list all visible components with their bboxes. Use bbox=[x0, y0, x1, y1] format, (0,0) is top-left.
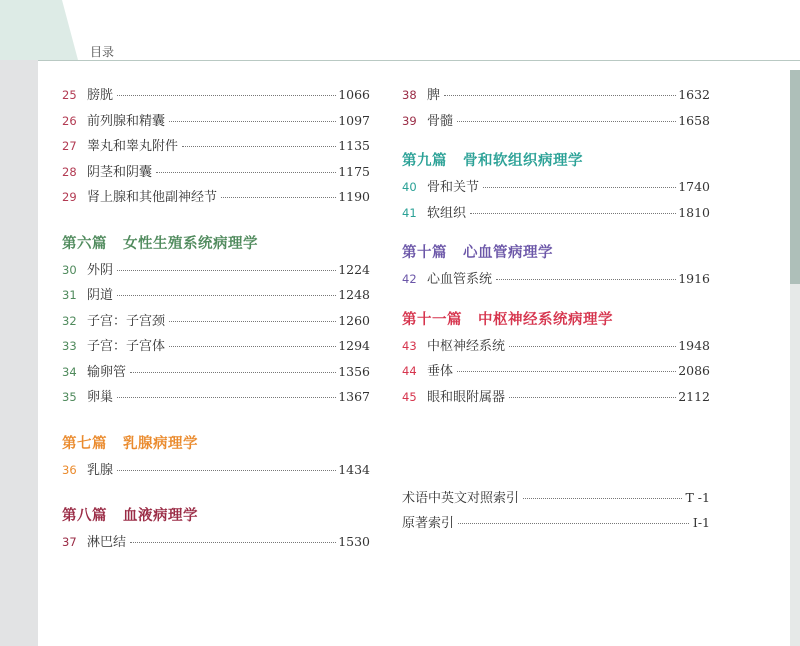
chapter-number: 39 bbox=[402, 113, 417, 128]
page-number: T -1 bbox=[685, 490, 710, 505]
toc-entry[interactable] bbox=[62, 110, 370, 136]
dot-leader bbox=[483, 187, 676, 188]
toc-right-column bbox=[402, 84, 710, 537]
dot-leader bbox=[509, 346, 676, 347]
toc-entry[interactable] bbox=[62, 135, 370, 161]
chapter-title: 眼和眼附属器 bbox=[427, 389, 506, 405]
chapter-number: 31 bbox=[62, 288, 77, 302]
page-number: 1916 bbox=[678, 271, 710, 286]
page-number: 1434 bbox=[338, 461, 370, 477]
chapter-title: 心血管系统 bbox=[427, 272, 493, 287]
toc-entry[interactable] bbox=[62, 186, 370, 212]
part-heading bbox=[402, 308, 710, 333]
part-label: 第十篇 bbox=[402, 245, 447, 261]
chapter-number: 32 bbox=[62, 313, 77, 328]
chapter-title: 脾 bbox=[427, 88, 441, 103]
dot-leader bbox=[496, 279, 676, 280]
dot-leader bbox=[117, 95, 336, 96]
index-title: 原著索引 bbox=[402, 516, 455, 531]
chapter-number: 33 bbox=[62, 339, 77, 353]
chapter-title: 膀胱 bbox=[87, 88, 114, 103]
toc-entry[interactable] bbox=[402, 335, 710, 361]
dot-leader bbox=[130, 372, 336, 373]
part-label: 第九篇 bbox=[402, 153, 447, 169]
chapter-number: 43 bbox=[402, 338, 417, 353]
chapter-number: 29 bbox=[62, 190, 77, 204]
dot-leader bbox=[117, 397, 336, 398]
right-edge-bar-lower bbox=[790, 284, 800, 646]
dot-leader bbox=[523, 498, 681, 499]
chapter-number: 26 bbox=[62, 113, 77, 128]
chapter-number: 25 bbox=[62, 88, 77, 102]
part-label: 第七篇 bbox=[62, 435, 107, 452]
chapter-number: 27 bbox=[62, 139, 77, 153]
part-name: 中枢神经系统病理学 bbox=[478, 311, 613, 328]
header-label: 目录 bbox=[90, 45, 115, 59]
chapter-title: 卵巢 bbox=[87, 390, 114, 405]
dot-leader bbox=[169, 346, 336, 347]
part-label: 第六篇 bbox=[62, 235, 107, 252]
part-name: 血液病理学 bbox=[123, 508, 198, 524]
toc-entry[interactable] bbox=[402, 202, 710, 228]
chapter-number: 40 bbox=[402, 180, 417, 194]
chapter-number: 34 bbox=[62, 364, 77, 379]
toc-entry[interactable] bbox=[62, 284, 370, 310]
part-name: 女性生殖系统病理学 bbox=[123, 235, 258, 252]
chapter-number: 30 bbox=[62, 262, 77, 277]
dot-leader bbox=[169, 121, 336, 122]
toc-entry[interactable] bbox=[402, 386, 710, 412]
page-number: 2112 bbox=[678, 388, 710, 404]
toc-entry[interactable] bbox=[62, 259, 370, 285]
chapter-title: 阴道 bbox=[87, 288, 114, 303]
chapter-title: 外阴 bbox=[87, 262, 114, 278]
toc-entry[interactable] bbox=[62, 335, 370, 361]
index-title: 术语中英文对照索引 bbox=[402, 491, 520, 506]
page-number: 1294 bbox=[338, 338, 370, 353]
part-name: 心血管病理学 bbox=[463, 245, 553, 261]
chapter-number: 44 bbox=[402, 364, 417, 378]
chapter-title: 骨髓 bbox=[427, 113, 454, 129]
page-number: 2086 bbox=[678, 363, 710, 378]
page-number: 1356 bbox=[338, 363, 370, 379]
chapter-number: 45 bbox=[402, 389, 417, 404]
chapter-number: 37 bbox=[62, 535, 77, 549]
chapter-title: 子宫：子宫体 bbox=[87, 339, 166, 354]
dot-leader bbox=[221, 197, 336, 198]
dot-leader bbox=[117, 270, 336, 271]
dot-leader bbox=[130, 542, 336, 543]
dot-leader bbox=[117, 470, 336, 471]
chapter-number: 41 bbox=[402, 205, 417, 220]
dot-leader bbox=[169, 321, 336, 322]
toc-entry[interactable] bbox=[62, 361, 370, 387]
chapter-title: 子宫：子宫颈 bbox=[87, 313, 166, 329]
header-rule bbox=[38, 60, 800, 61]
toc-entry[interactable] bbox=[62, 84, 370, 110]
chapter-title: 睾丸和睾丸附件 bbox=[87, 139, 179, 154]
dot-leader bbox=[458, 523, 689, 524]
chapter-title: 软组织 bbox=[427, 205, 467, 221]
part-heading bbox=[402, 241, 710, 266]
chapter-title: 淋巴结 bbox=[87, 535, 127, 550]
page-number: 1740 bbox=[678, 179, 710, 194]
chapter-title: 输卵管 bbox=[87, 364, 127, 380]
chapter-title: 骨和关节 bbox=[427, 180, 480, 195]
toc-entry[interactable] bbox=[402, 268, 710, 294]
page-number: 1248 bbox=[338, 287, 370, 302]
dot-leader bbox=[457, 121, 676, 122]
page-number: 1097 bbox=[338, 112, 370, 128]
index-entry[interactable] bbox=[402, 512, 710, 537]
dot-leader bbox=[117, 295, 336, 296]
page-number: 1632 bbox=[678, 87, 710, 102]
page-number: 1135 bbox=[338, 138, 370, 153]
part-heading bbox=[62, 432, 370, 457]
toc-entry[interactable] bbox=[402, 176, 710, 202]
toc-entry[interactable] bbox=[62, 161, 370, 187]
page-number: 1066 bbox=[338, 87, 370, 102]
toc-entry[interactable] bbox=[62, 531, 370, 557]
dot-leader bbox=[444, 95, 676, 96]
part-label: 第十一篇 bbox=[402, 311, 462, 328]
page-number: 1190 bbox=[338, 189, 370, 204]
dot-leader bbox=[156, 172, 336, 173]
part-heading bbox=[402, 149, 710, 174]
toc-entry[interactable] bbox=[402, 110, 710, 136]
chapter-title: 乳腺 bbox=[87, 462, 114, 478]
toc-entry[interactable] bbox=[402, 84, 710, 110]
part-name: 乳腺病理学 bbox=[123, 435, 198, 452]
page-number: 1175 bbox=[338, 163, 370, 179]
toc-entry[interactable] bbox=[62, 310, 370, 336]
page-number: 1367 bbox=[338, 389, 370, 404]
part-label: 第八篇 bbox=[62, 508, 107, 524]
chapter-number: 28 bbox=[62, 164, 77, 179]
part-heading bbox=[62, 232, 370, 257]
page-number: 1658 bbox=[678, 112, 710, 128]
chapter-number: 38 bbox=[402, 88, 417, 102]
page-number: 1224 bbox=[338, 261, 370, 277]
index-spacer bbox=[402, 411, 710, 487]
chapter-number: 36 bbox=[62, 462, 77, 477]
chapter-number: 42 bbox=[402, 272, 417, 286]
dot-leader bbox=[182, 146, 336, 147]
index-entry[interactable] bbox=[402, 487, 710, 512]
page-number: 1810 bbox=[678, 204, 710, 220]
dot-leader bbox=[509, 397, 676, 398]
chapter-number: 35 bbox=[62, 390, 77, 404]
dot-leader bbox=[470, 213, 676, 214]
part-heading bbox=[62, 504, 370, 529]
right-edge-bar bbox=[790, 70, 800, 284]
page-number: 1948 bbox=[678, 337, 710, 353]
chapter-title: 阴茎和阴囊 bbox=[87, 164, 153, 180]
part-name: 骨和软组织病理学 bbox=[463, 153, 583, 169]
left-margin-strip bbox=[0, 0, 38, 646]
toc-entry[interactable] bbox=[402, 360, 710, 386]
toc-left-column bbox=[62, 84, 370, 557]
page-number: 1530 bbox=[338, 534, 370, 549]
page-number: 1260 bbox=[338, 312, 370, 328]
toc-entry[interactable] bbox=[62, 386, 370, 412]
chapter-title: 垂体 bbox=[427, 364, 454, 379]
chapter-title: 肾上腺和其他副神经节 bbox=[87, 190, 218, 205]
toc-entry[interactable] bbox=[62, 459, 370, 485]
chapter-title: 前列腺和精囊 bbox=[87, 113, 166, 129]
page-number: I-1 bbox=[692, 515, 710, 530]
chapter-title: 中枢神经系统 bbox=[427, 338, 506, 354]
dot-leader bbox=[457, 371, 676, 372]
